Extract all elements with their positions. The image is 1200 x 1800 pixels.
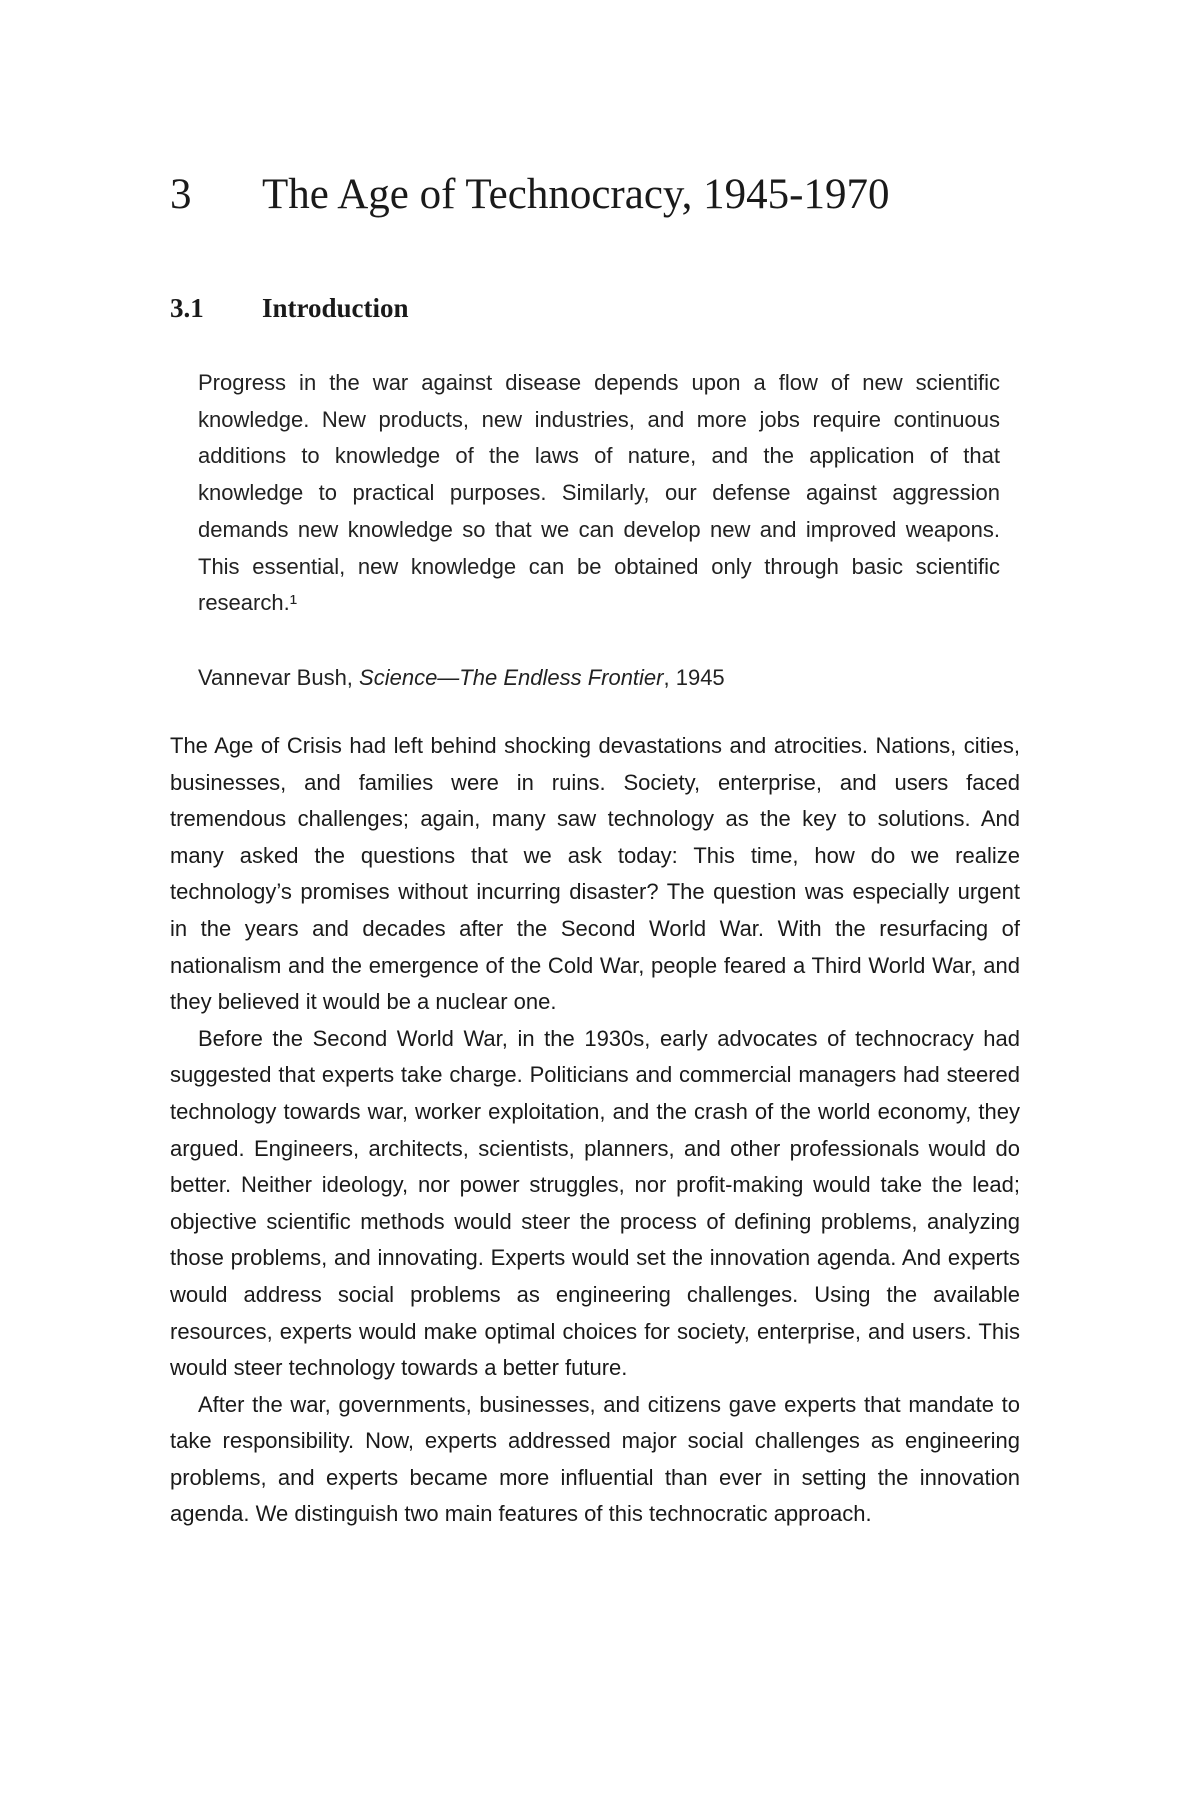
body-paragraph: The Age of Crisis had left behind shocking devastations and atrocities. Nations, cities, businesses, and families were in ruins. Society, enterprise, and users faced tremendous challenges; again, many saw technology as the key to solutions. And many asked the questions that we ask today: This time, how do we realize technology’s promises without incurring disaster? The question was especially urgent in the years and decades after the Second World War. With the resurfacing of nationalism and the emergence of the Cold War, people feared a Third World War, and they believed it would be a nuclear one. (170, 733, 1020, 1015)
epigraph-author: Vannevar Bush, (198, 665, 360, 690)
body-text (170, 728, 1020, 1533)
epigraph-year: , 1945 (663, 665, 725, 690)
section-number: 3.1 (170, 293, 204, 323)
body-paragraph: After the war, governments, businesses, and citizens gave experts that mandate to take responsibility. Now, experts addressed major social challenges as engineering problems, and experts became more influential than ever in setting the innovation agenda. We distinguish two main features of this technocratic approach. (170, 1391, 1020, 1527)
epigraph-work: Science—The Endless Frontier (359, 665, 664, 690)
section-title: Introduction (262, 293, 409, 323)
section-heading (170, 290, 1020, 326)
chapter-title: The Age of Technocracy, 1945-1970 (262, 171, 890, 218)
chapter-heading (170, 160, 1020, 230)
book-page (170, 0, 1020, 1800)
epigraph-attribution (198, 660, 1000, 696)
epigraph-quote: Progress in the war against disease depends upon a flow of new scientific knowledge. New products, new industries, and more jobs require continuous additions to knowledge of the laws of nature, and the application of that knowledge to practical purposes. Similarly, our defense against aggression demands new knowledge so that we can develop new and improved weapons. This essential, new knowledge can be obtained only through basic scientific research.¹ (198, 370, 1000, 616)
chapter-number: 3 (170, 171, 192, 218)
body-paragraph: Before the Second World War, in the 1930s, early advocates of technocracy had suggested that experts take charge. Politicians and commercial managers had steered technology towards war, worker exploitation, and the crash of the world economy, they argued. Engineers, architects, scientists, planners, and other professionals would do better. Neither ideology, nor power struggles, nor profit-making would take the lead; objective scientific methods would steer the process of defining problems, analyzing those problems, and innovating. Experts would set the innovation agenda. And experts would address social problems as engineering challenges. Using the available resources, experts would make optimal choices for society, enterprise, and users. This would steer technology towards a better future. (170, 1025, 1020, 1381)
